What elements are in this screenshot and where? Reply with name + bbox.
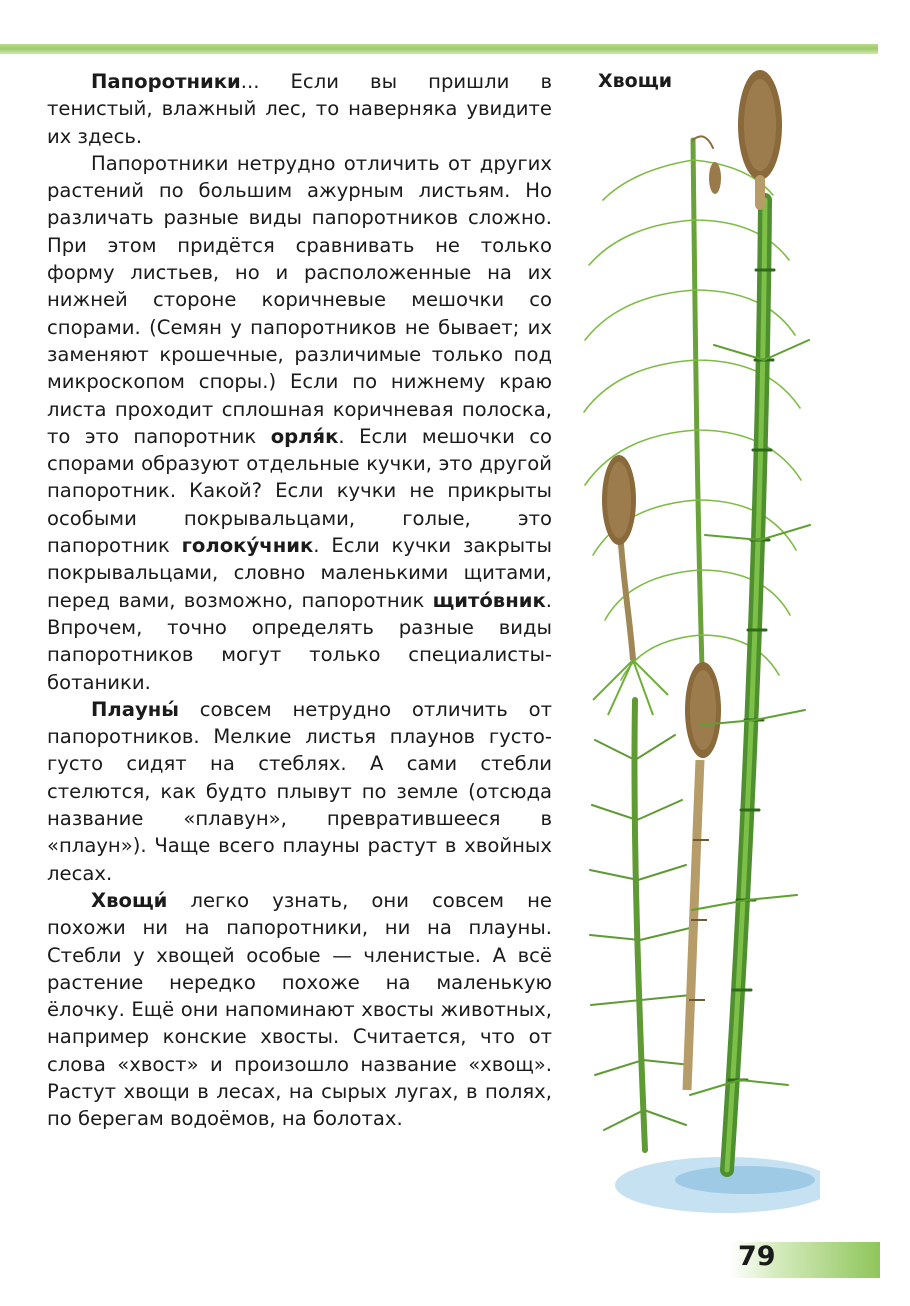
thin-horsetail-stem [590,700,691,1150]
fertile-stem-left [593,455,668,715]
illustration-caption: Хвощи [598,70,673,92]
main-jointed-stem [690,70,810,1170]
term-golokuchnik: голоку́чник [181,534,314,558]
main-text-column [47,68,552,1133]
term-plauny: Плауны́ [91,697,179,721]
term-khvoshchi: Хвощи́ [91,888,168,912]
term-orlyak: орля́к [270,424,339,448]
term-ferns: Папоротники [91,70,241,93]
paragraph-plauny: Плауны́ совсем нетрудно отличить от папоротников. Мелкие листья плаунов густо-густо сидят на стеблях. А сами стебли стелются, как будто плывут по земле (отсюда название «плавун», превратившееся в «плаун»). Чаще всего плауны растут в хвойных лесах. [47,697,552,885]
paragraph-ferns-intro: Папоротники... Если вы пришли в тенистый, влажный лес, то наверняка увидите их здесь. [47,70,552,148]
paragraph-khvoshchi: Хвощи́ легко узнать, они совсем не похожи ни на папоротники, ни на плауны. Стебли у хвощей особые — членистые. А всё растение нередко похоже на маленькую ёлочку. Ещё они напоминают хвосты животных, например конские хвосты. Считается, что от слова «хвост» и произошло название «хвощ». Растут хвощи в лесах, на сырых лугах, в полях, по берегам водоёмов, на болотах. [47,888,552,1131]
fertile-stem-middle [685,662,721,1090]
page-number: 79 [738,1241,776,1272]
paragraph-ferns-details: Папоротники нетрудно отличить от других растений по большим ажурным листьям. Но различать разные виды папоротников сложно. При этом придётся сравнивать не только форму листьев, но и расположенные на их нижней стороне коричневые мешочки со спорами. (Семян у папоротников не бывает; их заменяют крошечные, различимые только под микроскопом споры.) Если по нижнему краю листа проходит сплошная коричневая полоска, то это папоротник орля́к. Если мешочки со спорами образуют отдельные кучки, это другой папоротник. Какой? Если кучки не прикрыты особыми покрывальцами, голые, это папоротник голоку́чник. Если кучки закрыты покрывальцами, словно маленькими щитами, перед вами, возможно, папоротник щито́вник. Впрочем, точно определять разные виды папоротников могут только специалисты-ботаники. [47,151,552,694]
top-green-rule [0,44,878,54]
term-shchitovnik: щито́вник [432,588,546,612]
horsetail-illustration [575,60,820,1220]
